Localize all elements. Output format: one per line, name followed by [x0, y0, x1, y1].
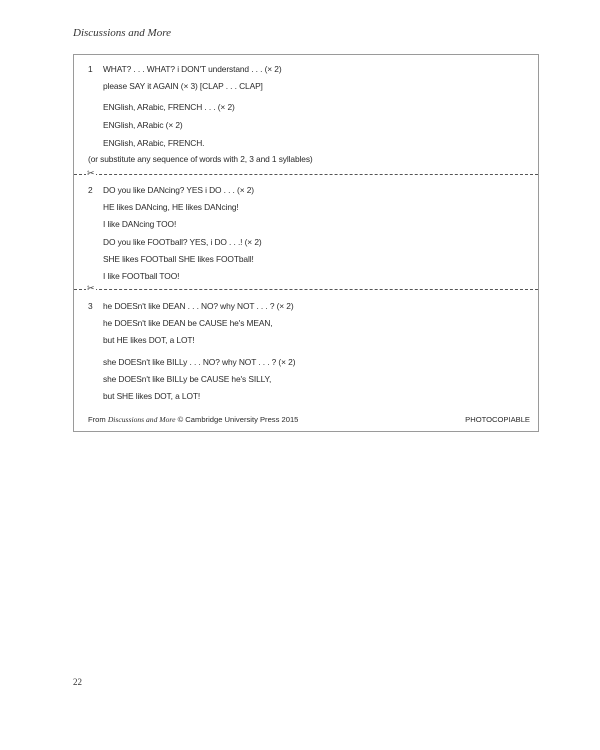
chant-line: please SAY it AGAIN (× 3) [CLAP . . . CLAP] [103, 81, 263, 91]
copyright-credit: From Discussions and More © Cambridge University Press 2015 [88, 415, 299, 424]
chant-line: I like FOOTball TOO! [103, 271, 180, 281]
chant-line: DO you like FOOTball? YES, i DO . . .! (× 2) [103, 237, 262, 247]
section-number: 1 [88, 64, 93, 74]
photocopiable-label: PHOTOCOPIABLE [465, 415, 530, 424]
book-title: Discussions and More [107, 415, 176, 424]
chant-line: I like DANcing TOO! [103, 219, 177, 229]
chant-line: she DOESn't like BILLy be CAUSE he's SILLY, [103, 374, 272, 384]
chant-line: ENGlish, ARabic, FRENCH . . . (× 2) [103, 102, 235, 112]
chant-line: HE likes DANcing, HE likes DANcing! [103, 202, 239, 212]
chant-line: she DOESn't like BILLy . . . NO? why NOT . . . ? (× 2) [103, 357, 296, 367]
running-title: Discussions and More [73, 27, 171, 39]
chant-line: but SHE likes DOT, a LOT! [103, 391, 201, 401]
chant-line: ENGlish, ARabic, FRENCH. [103, 138, 205, 148]
chant-line: SHE likes FOOTball SHE likes FOOTball! [103, 254, 254, 264]
page-number: 22 [73, 677, 82, 687]
chant-line: ENGlish, ARabic (× 2) [103, 120, 183, 130]
scissors-icon: ✂ [87, 169, 95, 179]
chant-line: DO you like DANcing? YES i DO . . . (× 2) [103, 185, 254, 195]
photocopiable-sheet [73, 54, 539, 432]
chant-line: but HE likes DOT, a LOT! [103, 335, 195, 345]
section-number: 2 [88, 185, 93, 195]
cut-line [74, 169, 538, 179]
cut-line [74, 284, 538, 294]
section-number: 3 [88, 301, 93, 311]
substitution-note: (or substitute any sequence of words with 2, 3 and 1 syllables) [88, 154, 313, 164]
chant-line: WHAT? . . . WHAT? i DON'T understand . . . (× 2) [103, 64, 282, 74]
scissors-icon: ✂ [87, 284, 95, 294]
chant-line: he DOESn't like DEAN be CAUSE he's MEAN, [103, 318, 273, 328]
chant-line: he DOESn't like DEAN . . . NO? why NOT . . . ? (× 2) [103, 301, 294, 311]
